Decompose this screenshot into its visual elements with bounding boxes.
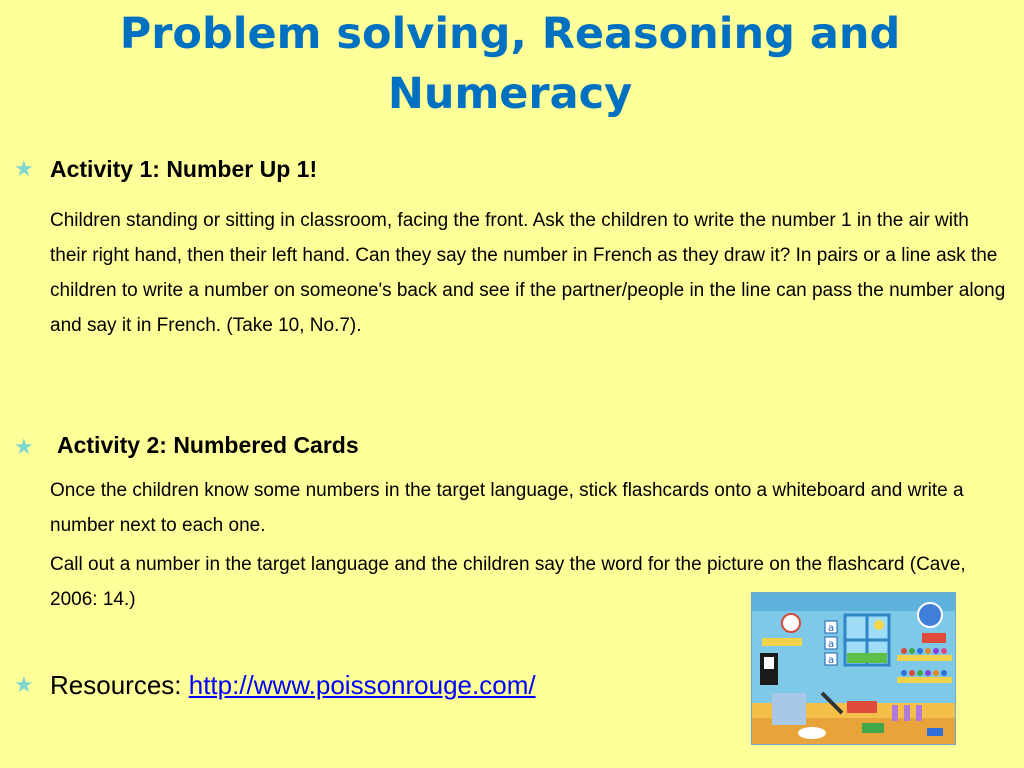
svg-text:a: a xyxy=(828,655,835,666)
title-line-1: Problem solving, Reasoning and xyxy=(119,9,901,59)
svg-text:a: a xyxy=(828,639,835,650)
classroom-illustration xyxy=(751,592,956,745)
resources-label: Resources: xyxy=(50,670,189,700)
slide-title xyxy=(60,4,960,124)
resources-link[interactable]: http://www.poissonrouge.com/ xyxy=(188,670,536,700)
activity-1-heading: Activity 1: Number Up 1! xyxy=(50,156,318,182)
activity-2-heading: Activity 2: Numbered Cards xyxy=(57,432,359,458)
svg-text:a: a xyxy=(828,623,835,634)
star-bullet-icon: ★ xyxy=(14,672,34,697)
star-bullet-icon: ★ xyxy=(14,434,34,459)
classroom-illustration-image xyxy=(752,593,955,744)
activity-1-text: Children standing or sitting in classroom, facing the front. Ask the children to write the number 1 in the air with their right hand, then their left hand. Can they say the number in French as they draw it? In pairs or a line ask the children to write a number on someone's back and see if the partner/people in the line can pass the number along and say it in French. (Take 10, No.7). xyxy=(50,210,1006,336)
title-line-2: Numeracy xyxy=(387,69,633,119)
star-bullet-icon: ★ xyxy=(14,156,34,181)
activity-2-text-2: Call out a number in the target language and the children say the word for the picture on the flashcard (Cave, 2006: 14.) xyxy=(50,554,966,610)
activity-2-text-1: Once the children know some numbers in the target language, stick flashcards onto a whiteboard and write a number next to each one. xyxy=(50,480,964,536)
resources-line xyxy=(50,670,536,701)
